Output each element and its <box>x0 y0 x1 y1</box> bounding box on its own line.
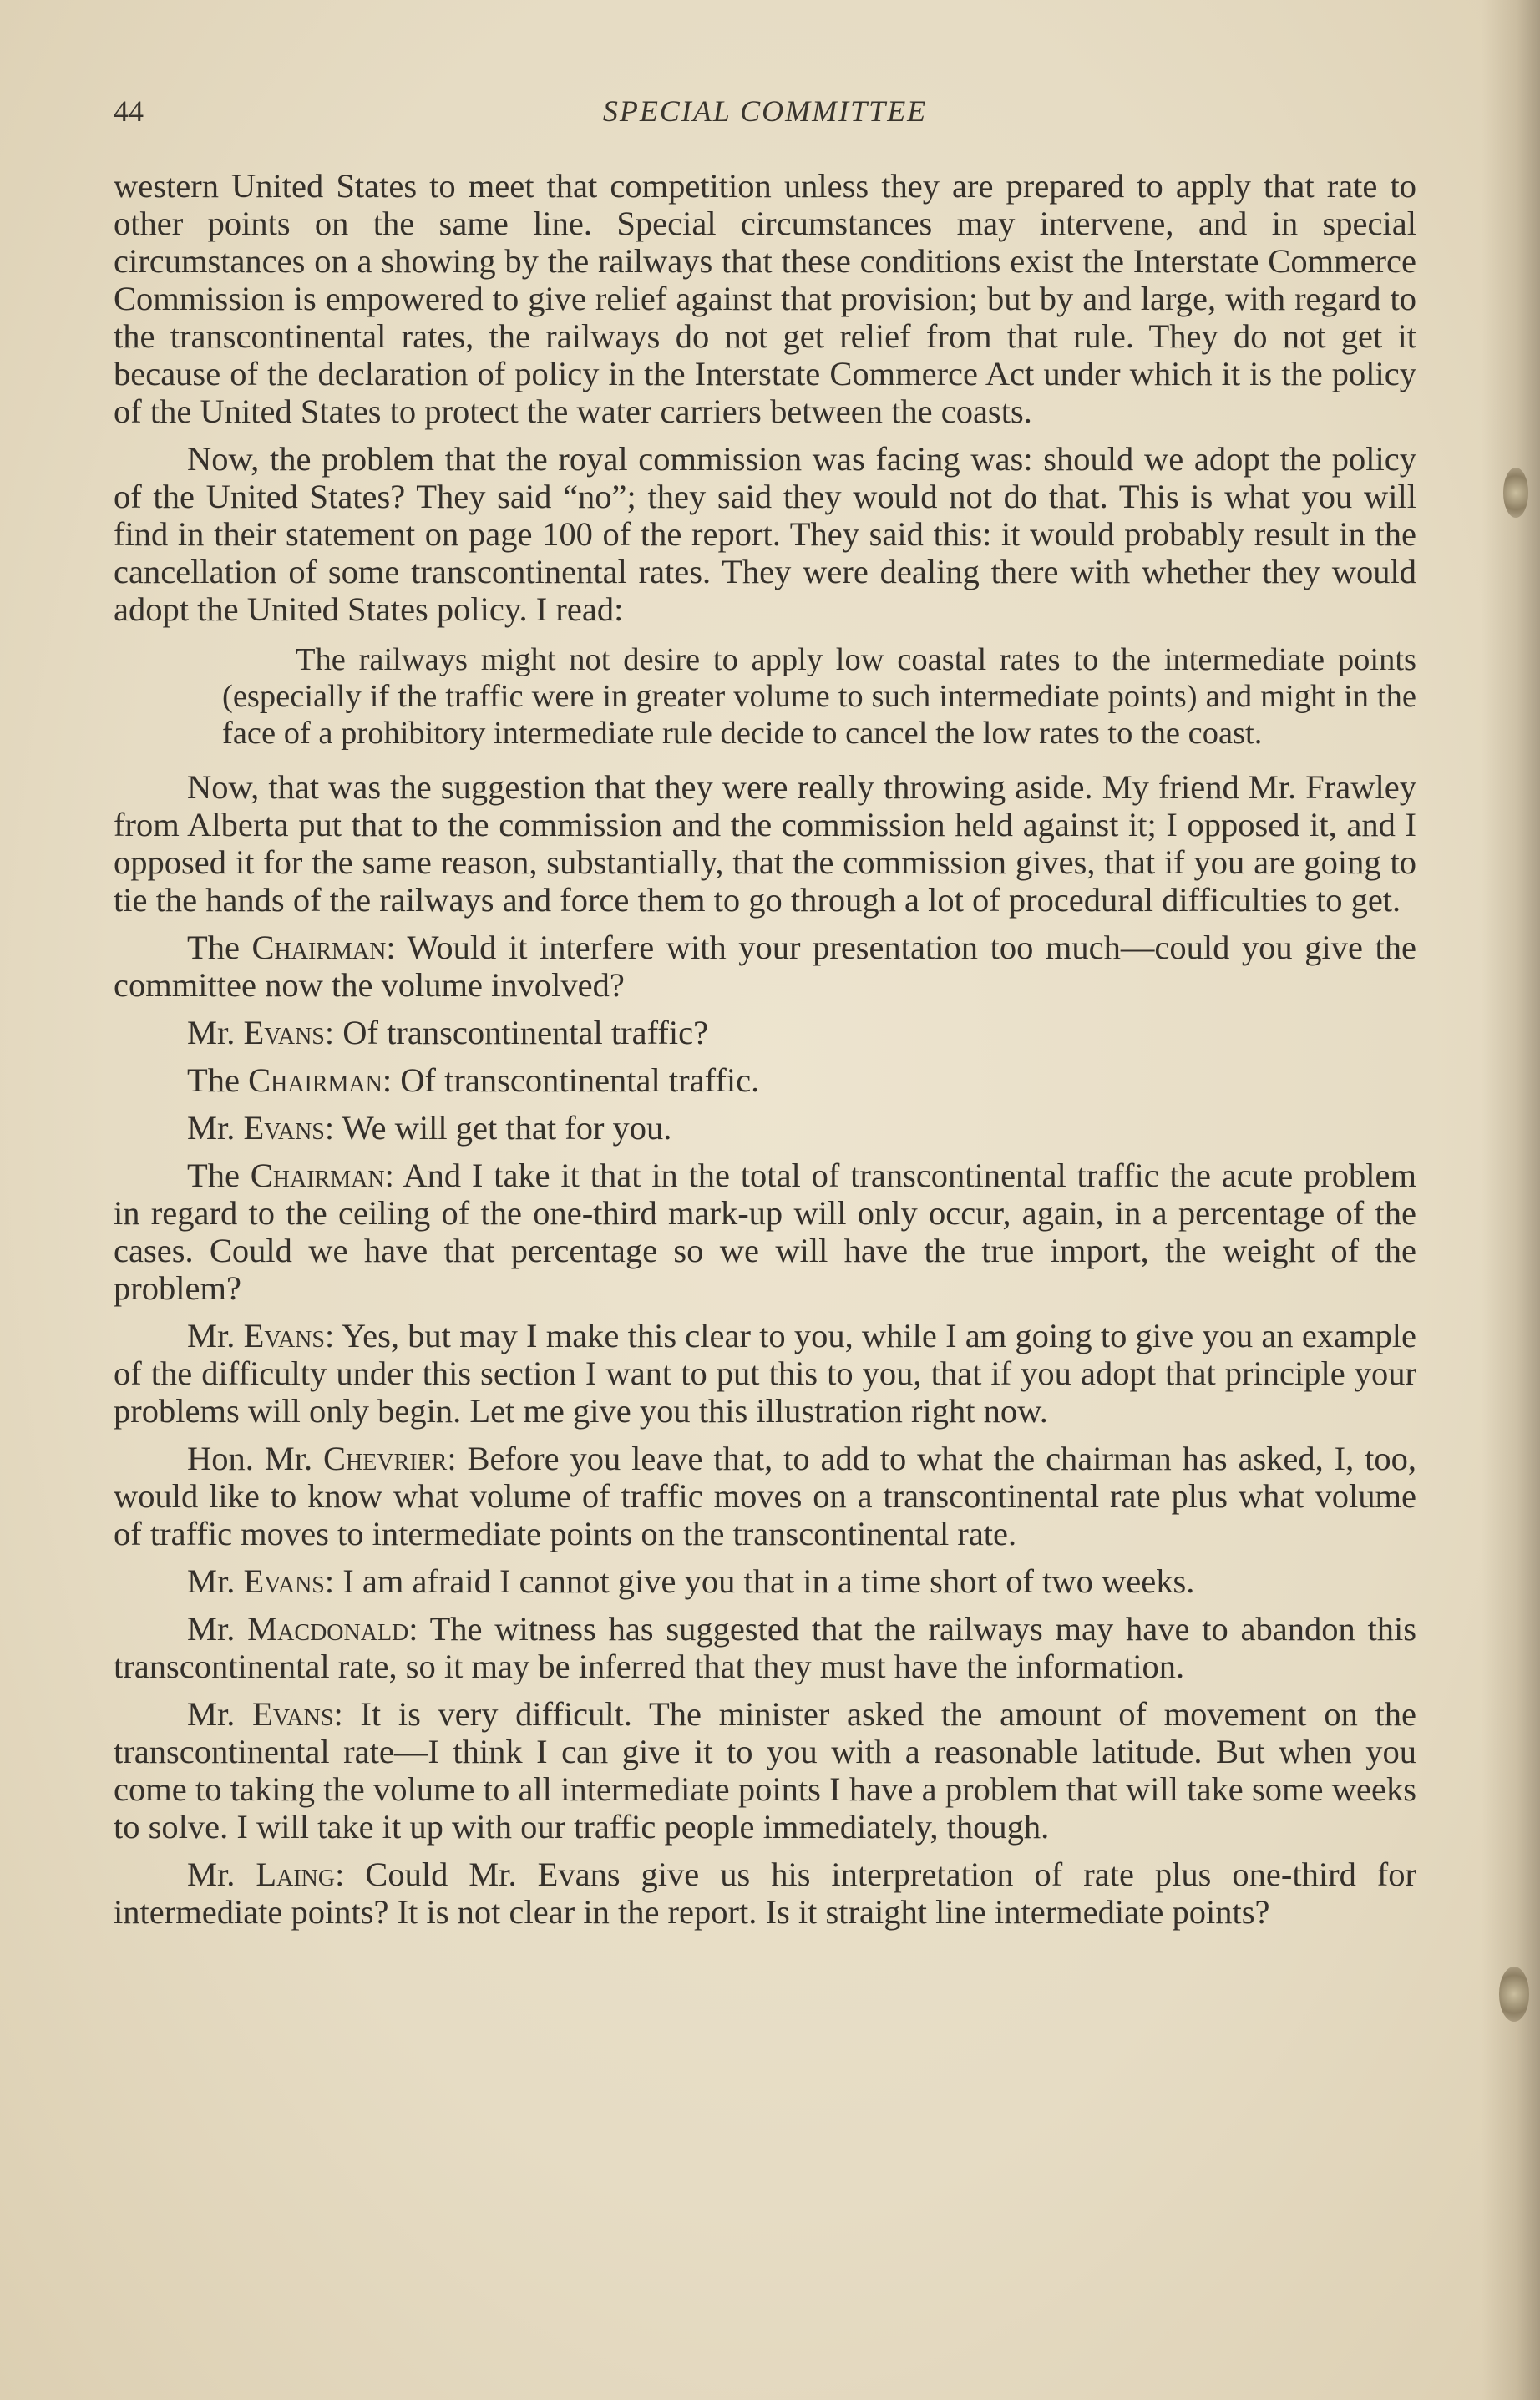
speech-text: : Before you leave that, to add to what the chairman has asked, I, too, would like to know what volume of traffic moves on a transcontinental rate plus what volume of traffic moves to intermediate points on the transcontinental rate. <box>114 1440 1416 1552</box>
dialogue-paragraph <box>114 929 1416 1004</box>
dialogue-paragraph <box>114 1440 1416 1552</box>
speaker-name: Evans <box>243 1562 325 1600</box>
speech-text: : I am afraid I cannot give you that in a time short of two weeks. <box>324 1562 1195 1600</box>
speaker-name: Evans <box>252 1695 334 1733</box>
dialogue-paragraph <box>114 1157 1416 1307</box>
speaker-prefix: Mr. <box>187 1610 248 1648</box>
speaker-prefix: Hon. Mr. <box>187 1440 323 1477</box>
speaker-prefix: Mr. <box>187 1562 244 1600</box>
speaker-prefix: Mr. <box>187 1695 253 1733</box>
speaker-name: Chairman <box>251 929 387 966</box>
dialogue-paragraph <box>114 1109 1416 1147</box>
speech-text: : It is very difficult. The minister asked the amount of movement on the transcontinental rate—I think I can give it to you with a reasonable latitude. But when you come to taking the volume to all intermediate points I have a problem that will take some weeks to solve. I will take it up with our traffic people immediately, though. <box>114 1695 1416 1846</box>
speaker-name: Evans <box>243 1014 325 1051</box>
speaker-prefix: The <box>187 929 252 966</box>
paragraph: Now, the problem that the royal commission was facing was: should we adopt the policy of the United States? They said “no”; they said they would not do that. This is what you will find in their statement on page 100 of the report. They said this: it would probably result in the cancellation of some transcontinental rates. They were dealing there with whether they would adopt the United States policy. I read: <box>114 440 1416 628</box>
speaker-name: Chairman <box>250 1157 385 1194</box>
speech-text: : Would it interfere with your presentation too much—could you give the committee now the volume involved? <box>114 929 1416 1004</box>
paragraph: Now, that was the suggestion that they were really throwing aside. My friend Mr. Frawley from Alberta put that to the commission and the commission held against it; I opposed it, and I opposed it for the same reason, substantially, that the commission gives, that if you are going to tie the hands of the railways and force them to go through a lot of procedural difficulties to get. <box>114 768 1416 919</box>
page-header <box>114 94 1416 135</box>
dialogue-paragraph <box>114 1562 1416 1600</box>
speech-text: : Yes, but may I make this clear to you, while I am going to give you an example of the difficulty under this section I want to put this to you, that if you adopt that principle your problems will only begin. Let me give you this illustration right now. <box>114 1317 1417 1430</box>
speaker-prefix: The <box>187 1157 251 1194</box>
dialogue-paragraph <box>114 1014 1416 1051</box>
speaker-name: Chevrier <box>322 1440 448 1477</box>
speech-text: : Could Mr. Evans give us his interpretation of rate plus one-third for intermediate points? It is not clear in the report. Is it straight line intermediate points? <box>114 1856 1417 1931</box>
speech-text: : We will get that for you. <box>324 1109 672 1147</box>
page-edge-shadow <box>1482 0 1540 2400</box>
dialogue-paragraph <box>114 1610 1416 1685</box>
dialogue-paragraph <box>114 1061 1416 1099</box>
speaker-prefix: Mr. <box>187 1317 244 1354</box>
dialogue-paragraph <box>114 1317 1416 1430</box>
speech-text: : Of transcontinental traffic? <box>324 1014 709 1051</box>
speech-text: : The witness has suggested that the railways may have to abandon this transcontinental rate, so it may be inferred that they must have the information. <box>114 1610 1416 1685</box>
speech-text: : And I take it that in the total of transcontinental traffic the acute problem in regard to the ceiling of the one-third mark-up will only occur, again, in a percentage of the cases. Could we have that percentage so we will have the true import, the weight of the problem? <box>114 1157 1416 1307</box>
body-text <box>114 167 1416 1941</box>
speaker-name: Chairman <box>248 1061 382 1099</box>
speech-text: : Of transcontinental traffic. <box>382 1061 760 1099</box>
speaker-prefix: Mr. <box>187 1109 244 1147</box>
dialogue-paragraph <box>114 1695 1416 1846</box>
paragraph: western United States to meet that competition unless they are prepared to apply that rate to other points on the same line. Special circumstances may intervene, and in special circumstances on a showing by the railways that these conditions exist the Interstate Commerce Commission is empowered to give relief against that provision; but by and large, with regard to the transcontinental rates, the railways do not get relief from that rule. They do not get it because of the declaration of policy in the Interstate Commerce Act under which it is the policy of the United States to protect the water carriers between the coasts. <box>114 167 1416 430</box>
speaker-name: Laing <box>256 1856 336 1893</box>
binding-hole-mark <box>1499 1967 1529 2022</box>
speaker-prefix: Mr. <box>187 1014 244 1051</box>
speaker-prefix: The <box>187 1061 249 1099</box>
speaker-prefix: Mr. <box>187 1856 256 1893</box>
dialogue-paragraph <box>114 1856 1416 1931</box>
running-head: SPECIAL COMMITTEE <box>602 94 928 128</box>
page-number: 44 <box>114 94 144 128</box>
binding-hole-mark <box>1503 468 1528 518</box>
block-quote: The railways might not desire to apply low coastal rates to the intermediate points (especially if the traffic were in greater volume to such intermediate points) and might in the face of a prohibitory intermediate rule decide to cancel the low rates to the coast. <box>222 642 1416 751</box>
speaker-name: Macdonald <box>247 1610 409 1648</box>
speaker-name: Evans <box>243 1109 325 1147</box>
speaker-name: Evans <box>243 1317 325 1354</box>
